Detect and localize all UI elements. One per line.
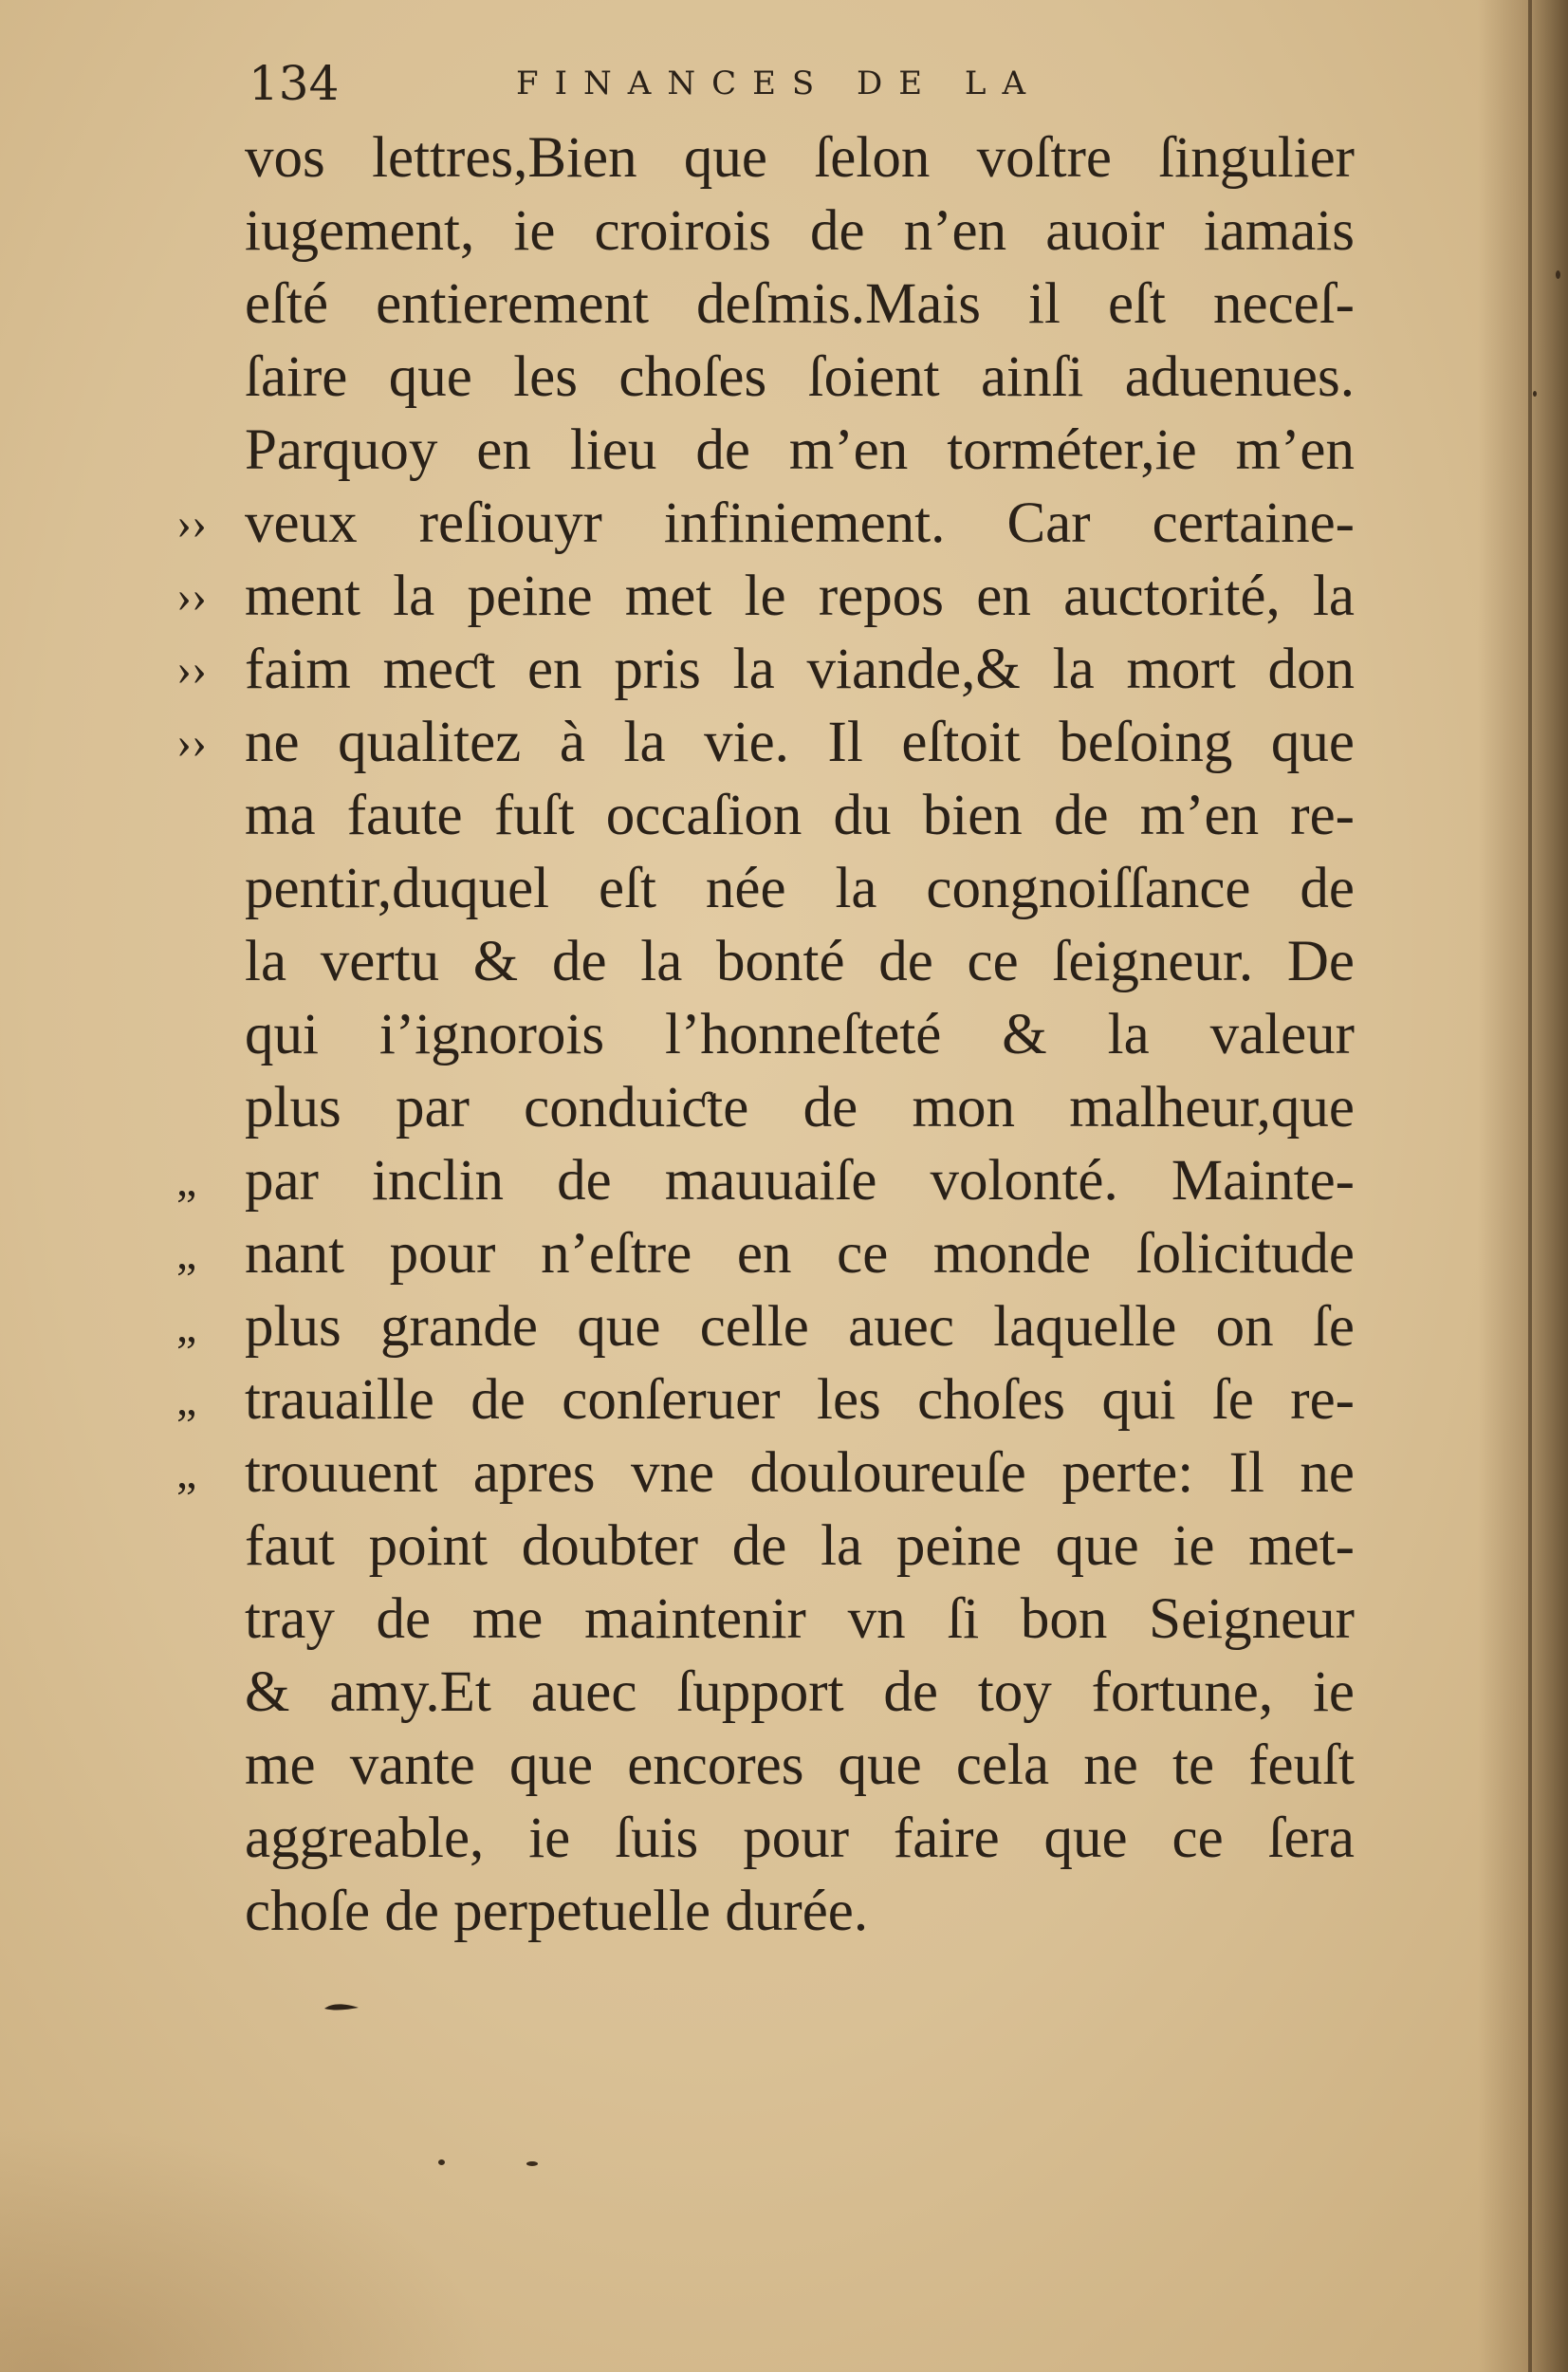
body-text (176, 121, 1355, 1948)
text-line (176, 633, 1355, 706)
tailpiece-ornament (323, 2000, 360, 2013)
line-text: Parquoy en lieu de m’en torméter,ie m’en (245, 418, 1355, 482)
ink-speck (1533, 391, 1537, 397)
quotation-marker: „ (176, 1448, 197, 1498)
binding-edge (1528, 0, 1532, 2372)
quotation-marker: „ (176, 1229, 197, 1279)
gutter-shadow (1478, 0, 1568, 2372)
line-text: me vante que encores que cela ne te feuſt (245, 1733, 1355, 1797)
text-line (245, 1071, 1355, 1144)
paper-stain (0, 2125, 493, 2372)
line-text: ne qualitez à la vie. Il eſtoit beſoing que (245, 711, 1355, 774)
quotation-marker: „ (176, 1156, 197, 1206)
line-text: aggreable, ie ſuis pour faire que ce ſera (245, 1807, 1355, 1870)
line-text: plus par conduiƈte de mon malheur,que (245, 1076, 1355, 1140)
line-text: qui i’ignorois l’honneſteté & la valeur (245, 1003, 1355, 1066)
line-text: & amy.Et auec ſupport de toy fortune, ie (245, 1660, 1355, 1724)
text-line (245, 1802, 1355, 1875)
text-line (176, 1144, 1355, 1217)
quotation-marker: „ (176, 1302, 197, 1352)
line-text: choſe de perpetuelle durée. (245, 1880, 869, 1943)
line-text: faim meƈt en pris la viande,& la mort don (245, 638, 1355, 701)
line-text: trouuent apres vne douloureuſe perte: Il ne (245, 1441, 1355, 1505)
text-line (245, 195, 1355, 268)
line-text: plus grande que celle auec laquelle on ſe (245, 1295, 1355, 1359)
line-text: pentir,duquel eſt née la congnoiſſance de (245, 857, 1355, 920)
text-line (176, 706, 1355, 779)
line-text: tray de me maintenir vn ſi bon Seigneur (245, 1587, 1355, 1651)
line-text: ma faute fuſt occaſion du bien de m’en re- (245, 784, 1355, 847)
quotation-marker: „ (176, 1375, 197, 1425)
text-line (245, 1510, 1355, 1583)
text-line (176, 1363, 1355, 1436)
line-text: ſaire que les choſes ſoient ainſi aduenues. (245, 345, 1355, 409)
ink-speck (526, 2161, 538, 2166)
text-line (176, 1217, 1355, 1290)
line-text: trauaille de conſeruer les choſes qui ſe re- (245, 1368, 1355, 1432)
line-text: veux reſiouyr infiniement. Car certaine- (245, 491, 1355, 555)
text-line (245, 779, 1355, 852)
text-line (245, 925, 1355, 998)
text-line (176, 487, 1355, 560)
quotation-marker: ›› (176, 498, 207, 548)
line-text: faut point doubter de la peine que ie met- (245, 1514, 1355, 1578)
text-line (245, 1875, 1355, 1948)
text-line (245, 1656, 1355, 1729)
line-text: par inclin de mauuaiſe volonté. Mainte- (245, 1149, 1355, 1213)
running-title: FINANCES DE LA (516, 65, 1042, 102)
text-line (245, 1583, 1355, 1656)
line-text: la vertu & de la bonté de ce ſeigneur. De (245, 930, 1355, 993)
quotation-marker: ›› (176, 571, 207, 621)
quotation-marker: ›› (176, 717, 207, 768)
text-line (245, 121, 1355, 195)
ink-speck (438, 2159, 445, 2165)
line-text: eſté entierement deſmis.Mais il eſt neceſ- (245, 272, 1355, 336)
line-text: vos lettres,Bien que ſelon voſtre ſingulier (245, 126, 1355, 190)
page-number: 134 (249, 56, 340, 111)
text-line (176, 560, 1355, 633)
text-line (176, 1436, 1355, 1510)
text-line (245, 341, 1355, 414)
line-text: iugement, ie croirois de n’en auoir iamais (245, 199, 1355, 263)
text-line (176, 1290, 1355, 1363)
text-line (245, 1729, 1355, 1802)
line-text: nant pour n’eſtre en ce monde ſolicitude (245, 1222, 1355, 1286)
quotation-marker: ›› (176, 644, 207, 695)
text-line (245, 998, 1355, 1071)
text-line (245, 852, 1355, 925)
line-text: ment la peine met le repos en auctorité, la (245, 565, 1355, 628)
ink-speck (1556, 270, 1560, 279)
text-line (245, 268, 1355, 341)
text-line (245, 414, 1355, 487)
